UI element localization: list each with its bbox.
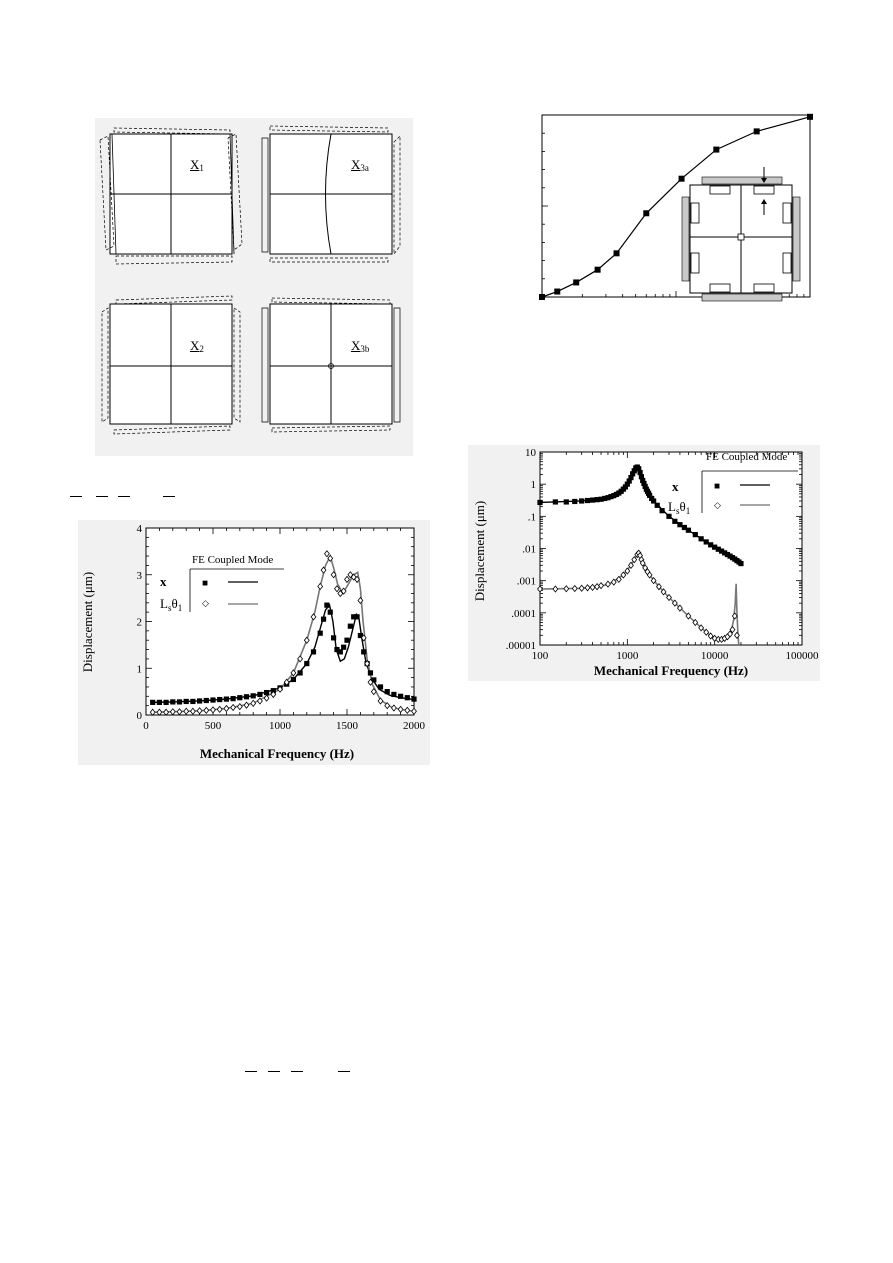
mode-shape-x3b [262, 298, 400, 432]
fe-point-square [328, 610, 333, 615]
y-tick-label: 1 [136, 663, 142, 676]
legend-label-ls-theta: $L_s\theta_1$ [160, 596, 183, 613]
fe-point-square [553, 499, 558, 504]
y-tick-label: 10 [525, 447, 536, 459]
fe-point-square [348, 624, 353, 629]
fe-point-square [655, 503, 660, 508]
fe-point-square [354, 614, 359, 619]
fe-point-square [244, 694, 249, 699]
legend-header: FE Coupled Mode [706, 451, 788, 463]
fe-point-square [251, 693, 256, 698]
device-schematic-diagram [682, 167, 800, 301]
mode-shape-x2 [102, 296, 240, 434]
text-underline-fragment [245, 1071, 257, 1072]
linear-chart-ylabel: Displacement (μm) [80, 571, 95, 673]
fe-point-square [210, 697, 215, 702]
x-tick-label: 100 [531, 650, 549, 662]
mode-label-x2: $X_2$ [190, 338, 204, 354]
fe-point-square [590, 497, 595, 502]
inset-data-point [573, 279, 579, 285]
log-chart-axes [540, 452, 802, 645]
fe-point-square [257, 692, 262, 697]
inset-data-point [807, 114, 813, 120]
plot-frame [540, 452, 802, 645]
fe-point-square [231, 696, 236, 701]
fe-point-square [361, 649, 366, 654]
legend-marker-square: ■ [714, 481, 721, 492]
fe-point-square [331, 635, 336, 640]
y-tick-label: 4 [136, 523, 142, 535]
y-tick-label: .0001 [511, 607, 536, 620]
inset-data-point [713, 147, 719, 153]
inset-curve-line [542, 117, 810, 297]
x-tick-label: 1000 [269, 720, 291, 732]
fe-point-square [385, 689, 390, 694]
fe-point-square [704, 539, 709, 544]
mode-label-x1: $X_1$ [190, 157, 204, 173]
fe-point-square [318, 631, 323, 636]
text-underline-fragment [70, 496, 82, 497]
fe-point-square [398, 694, 403, 699]
fe-point-square [324, 603, 329, 608]
fe-point-square [224, 697, 229, 702]
inset-data-point [539, 294, 545, 300]
fe-point-square [344, 638, 349, 643]
linear-chart-xlabel: Mechanical Frequency (Hz) [199, 746, 355, 761]
fe-point-square [177, 699, 182, 704]
y-tick-label: 1 [530, 479, 536, 492]
fe-point-square [405, 695, 410, 700]
fe-point-square [585, 498, 590, 503]
inset-plot-markers [539, 114, 813, 300]
fe-point-square [217, 697, 222, 702]
y-tick-label: .00001 [505, 640, 536, 652]
text-underline-fragment [268, 1071, 280, 1072]
text-underline-fragment [118, 496, 130, 497]
fe-point-square [157, 700, 162, 705]
inset-data-point [595, 267, 601, 273]
fe-point-square [197, 698, 202, 703]
stiffness-inset-plot [530, 105, 820, 315]
fe-point-square [378, 684, 383, 689]
fe-point-square [264, 690, 269, 695]
fe-point-square [368, 670, 373, 675]
fe-point-square [686, 528, 691, 533]
fe-point-square [291, 677, 296, 682]
fe-point-square [170, 699, 175, 704]
y-tick-label: 2 [136, 616, 142, 629]
mode-label-x3b: $X_{3b}$ [351, 338, 370, 354]
legend-marker-diamond: ◇ [714, 500, 721, 510]
linear-frequency-response-chart [78, 520, 430, 765]
x-tick-label: 0 [143, 720, 149, 732]
fe-point-square [391, 692, 396, 697]
inset-data-point [643, 210, 649, 216]
text-underline-fragment [163, 496, 175, 497]
inset-plot-axes [542, 115, 810, 297]
fe-point-square [572, 499, 577, 504]
fe-point-square [311, 649, 316, 654]
fe-point-square [341, 645, 346, 650]
text-underline-fragment [96, 496, 108, 497]
fe-point-square [321, 617, 326, 622]
fe-point-square [537, 500, 542, 505]
fe-point-square [699, 536, 704, 541]
fe-point-square [677, 522, 682, 527]
text-underline-fragment [338, 1071, 350, 1072]
log-chart-ylabel: Displacement (μm) [472, 500, 487, 602]
fe-point-square [738, 561, 743, 566]
legend-label-x: x [160, 574, 167, 589]
legend-header: FE Coupled Mode [192, 554, 274, 566]
fe-point-square [666, 514, 671, 519]
inset-data-point [754, 128, 760, 134]
legend-marker-diamond: ◇ [202, 598, 209, 608]
x-tick-label: 1000 [616, 650, 639, 662]
x-tick-label: 100000 [785, 650, 819, 662]
y-tick-label: .001 [516, 575, 536, 588]
log-frequency-response-chart [468, 445, 820, 681]
fe-point-square [190, 699, 195, 704]
fe-point-square [411, 697, 416, 702]
fe-point-square [164, 700, 169, 705]
fe-point-square [237, 695, 242, 700]
fe-point-square [184, 699, 189, 704]
fe-point-square [204, 698, 209, 703]
x-tick-label: 2000 [403, 720, 425, 732]
fe-point-square [564, 499, 569, 504]
legend-label-ls-theta: $L_s\theta_1$ [668, 499, 691, 516]
x-tick-label: 10000 [700, 650, 729, 662]
legend-marker-square: ■ [202, 578, 209, 589]
y-tick-label: 0 [136, 710, 142, 722]
fe-point-square [693, 532, 698, 537]
inset-data-point [679, 176, 685, 182]
inset-data-point [614, 250, 620, 256]
inset-data-point [554, 289, 560, 295]
fe-point-square [150, 700, 155, 705]
text-underline-fragment [291, 1071, 303, 1072]
x-tick-label: 500 [204, 720, 222, 732]
y-tick-label: .1 [527, 511, 536, 524]
mode-shape-x3a [262, 126, 400, 262]
fe-point-square [304, 661, 309, 666]
fe-point-square [659, 508, 664, 513]
y-tick-label: 3 [136, 569, 142, 582]
mode-shape-x1 [100, 128, 242, 264]
inset-plot-curve [542, 117, 810, 297]
fe-point-square [338, 649, 343, 654]
fe-point-square [298, 670, 303, 675]
fe-point-square [672, 519, 677, 524]
x-tick-label: 1500 [336, 720, 358, 732]
mode-label-x3a: $X_{3a}$ [351, 157, 369, 173]
log-chart-xlabel: Mechanical Frequency (Hz) [593, 663, 749, 678]
y-tick-label: .01 [522, 543, 536, 556]
fe-point-square [579, 498, 584, 503]
legend-label-x: x [672, 479, 679, 494]
